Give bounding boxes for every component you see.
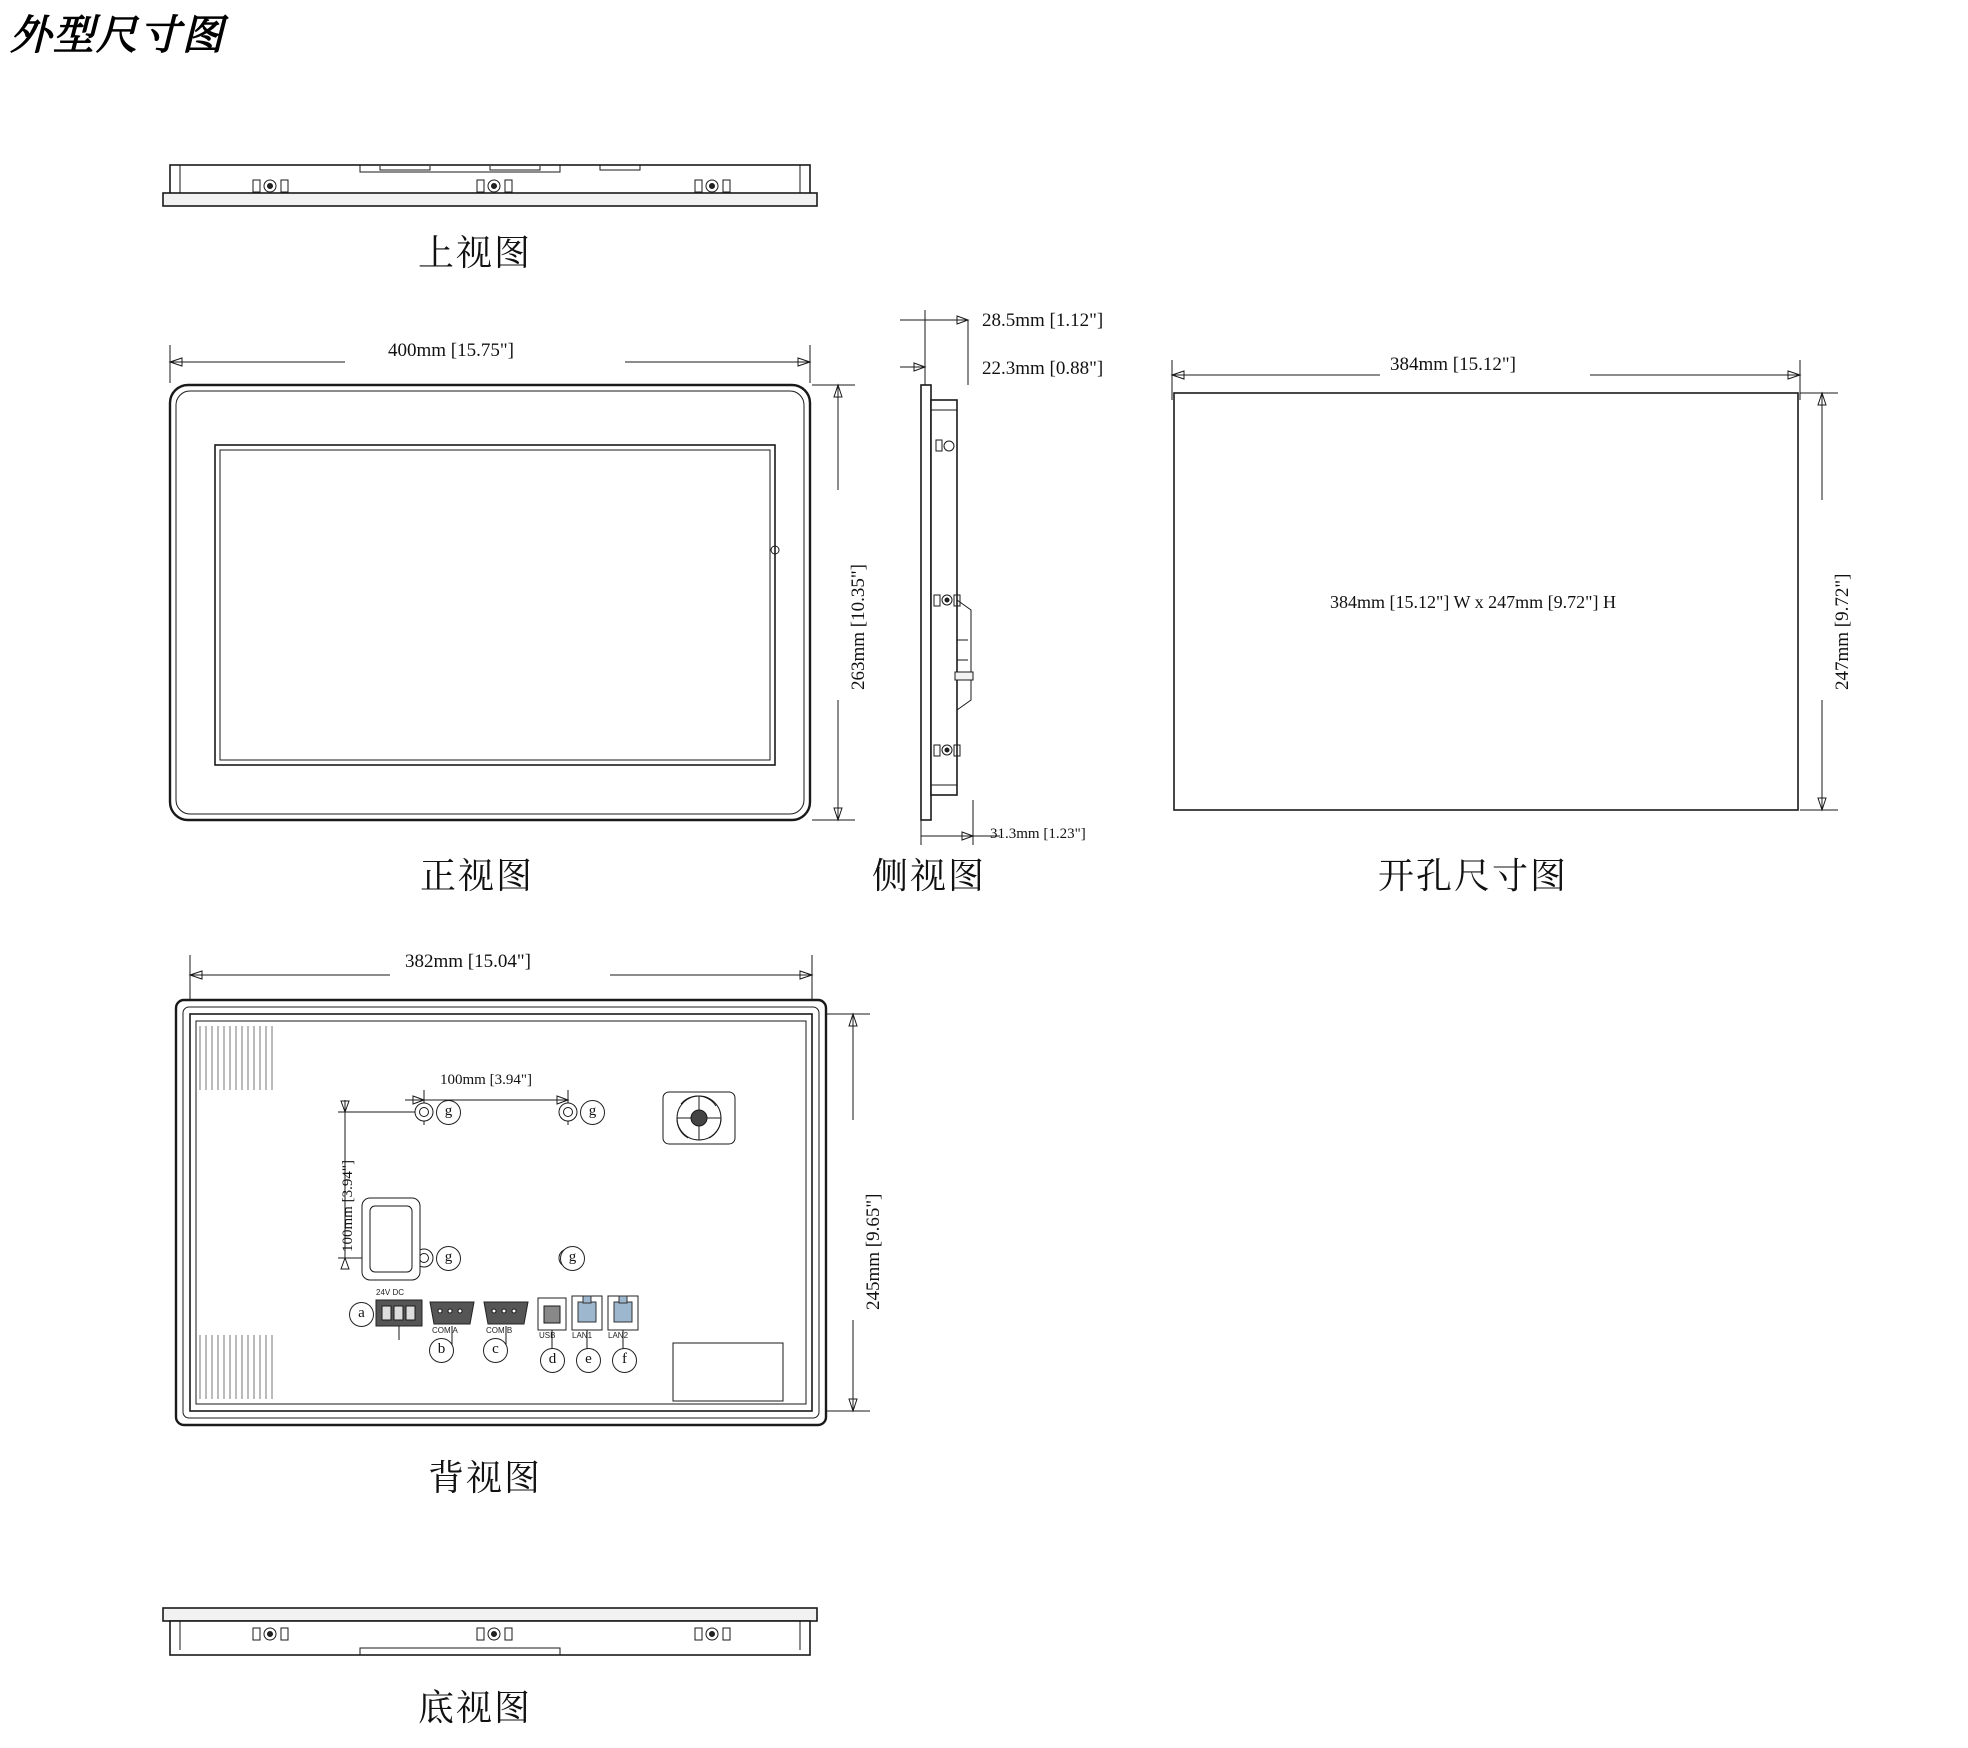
port-label-lan2: LAN2 (608, 1331, 629, 1340)
cutout-height-dimension: 247mm [9.72"] (1832, 573, 1853, 690)
side-view-drawing (900, 310, 1000, 845)
connector-callout-e: e (576, 1348, 601, 1373)
rear-height-dimension: 245mm [9.65"] (863, 1193, 884, 1310)
connector-callout-c: c (483, 1338, 508, 1363)
page-title: 外型尺寸图 (10, 12, 225, 58)
mount-mark-g-1: g (436, 1100, 461, 1125)
caption-rear-view: 背视图 (428, 1458, 543, 1498)
port-label-usb: USB (539, 1331, 556, 1340)
mount-mark-g-4: g (560, 1246, 585, 1271)
caption-cutout-view: 开孔尺寸图 (1378, 856, 1569, 896)
bottom-view-drawing (163, 1608, 817, 1655)
vesa-horizontal-dimension: 100mm [3.94"] (440, 1072, 532, 1088)
connector-callout-d: d (540, 1348, 565, 1373)
connector-callout-a: a (349, 1302, 374, 1327)
front-view-drawing (170, 345, 855, 820)
caption-side-view: 侧视图 (872, 856, 987, 896)
mount-mark-g-3: g (436, 1246, 461, 1271)
caption-front-view: 正视图 (420, 856, 535, 896)
side-depth-dimension-1: 28.5mm [1.12"] (982, 310, 1104, 331)
connector-callout-f: f (612, 1348, 637, 1373)
caption-top-view: 上视图 (418, 233, 533, 273)
side-depth-dimension-3: 31.3mm [1.23"] (990, 826, 1086, 842)
port-label-com-b: COM B (486, 1326, 513, 1335)
top-view-drawing (163, 165, 817, 206)
vesa-vertical-dimension: 100mm [3.94"] (340, 1160, 356, 1252)
port-label-com-a: COM A (432, 1326, 458, 1335)
port-label-power: 24V DC (376, 1288, 405, 1297)
mount-mark-g-2: g (580, 1100, 605, 1125)
rear-view-drawing (176, 955, 870, 1425)
port-label-lan1: LAN1 (572, 1331, 593, 1340)
cutout-width-dimension: 384mm [15.12"] (1390, 354, 1516, 375)
front-width-dimension: 400mm [15.75"] (388, 340, 514, 361)
side-depth-dimension-2: 22.3mm [0.88"] (982, 358, 1104, 379)
cutout-inner-text: 384mm [15.12"] W x 247mm [9.72"] H (1330, 592, 1617, 612)
connector-callout-b: b (429, 1338, 454, 1363)
cutout-view-drawing (1172, 360, 1838, 810)
front-height-dimension: 263mm [10.35"] (848, 564, 869, 690)
caption-bottom-view: 底视图 (418, 1688, 533, 1728)
rear-width-dimension: 382mm [15.04"] (405, 951, 531, 972)
